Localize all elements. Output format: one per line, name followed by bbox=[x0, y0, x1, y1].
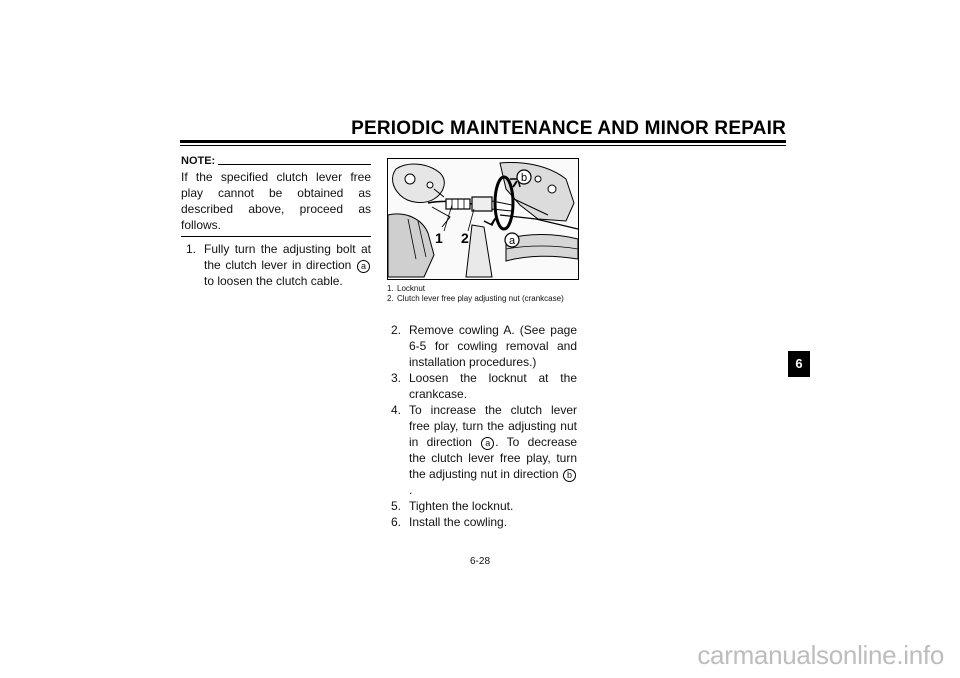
caption-number: 1. bbox=[387, 284, 394, 293]
direction-a-marker: a bbox=[357, 260, 370, 273]
note-text: If the specified clutch lever free play cannot be obtained as described above, proceed as follows. bbox=[181, 170, 371, 232]
chapter-tab: 6 bbox=[788, 351, 810, 377]
step-text: Fully turn the adjusting bolt at the clutch lever in direction bbox=[204, 242, 371, 272]
header-rule bbox=[180, 140, 786, 143]
figure-label-2: 2 bbox=[461, 230, 469, 246]
header-rule-thin bbox=[180, 145, 786, 146]
note-label: NOTE: bbox=[181, 155, 216, 167]
step-number: 5. bbox=[391, 499, 402, 513]
step-text: Remove cowling A. (See page 6-5 for cowling removal and installation procedures.) bbox=[409, 323, 577, 369]
left-column bbox=[181, 155, 371, 289]
caption-text: Clutch lever free play adjusting nut (crankcase) bbox=[397, 294, 564, 303]
step-4 bbox=[386, 402, 577, 498]
step-number: 2. bbox=[391, 323, 402, 337]
caption-item bbox=[387, 294, 587, 304]
figure-label-1: 1 bbox=[435, 230, 443, 246]
figure-captions bbox=[387, 284, 587, 304]
clutch-adjuster-illustration bbox=[387, 158, 579, 280]
page-number: 6-28 bbox=[469, 556, 490, 567]
figure-direction-a: a bbox=[508, 235, 516, 247]
step-number: 1. bbox=[186, 242, 197, 256]
watermark: carmanualsonline.info bbox=[697, 640, 944, 670]
step-1 bbox=[181, 241, 371, 289]
step-text-end: . bbox=[409, 483, 413, 497]
step-text: Tighten the locknut. bbox=[409, 499, 514, 513]
step-number: 6. bbox=[391, 515, 402, 529]
step-text: Loosen the locknut at the crankcase. bbox=[409, 371, 577, 401]
caption-text: Locknut bbox=[397, 284, 426, 293]
right-column bbox=[386, 322, 577, 530]
step-3 bbox=[386, 370, 577, 402]
step-number: 4. bbox=[391, 403, 402, 417]
note-heading bbox=[181, 155, 371, 167]
figure-direction-b: b bbox=[520, 172, 528, 184]
step-text: To increase the clutch lever free play, turn the adjusting nut in direction bbox=[409, 403, 577, 449]
caption-item bbox=[387, 284, 587, 294]
direction-b-marker: b bbox=[563, 469, 576, 482]
note-rule bbox=[218, 164, 371, 165]
note-end-rule bbox=[181, 236, 371, 237]
step-number: 3. bbox=[391, 371, 402, 385]
caption-number: 2. bbox=[387, 294, 394, 303]
engine-drawing bbox=[388, 159, 578, 279]
step-5 bbox=[386, 498, 577, 514]
page-title: PERIODIC MAINTENANCE AND MINOR REPAIR bbox=[351, 118, 786, 139]
step-text-cont: . To decrease the clutch lever free play, turn the adjusting nut in direction bbox=[409, 435, 578, 481]
step-6 bbox=[386, 514, 577, 530]
step-text: Install the cowling. bbox=[409, 515, 508, 529]
step-2 bbox=[386, 322, 577, 370]
direction-a-marker: a bbox=[481, 437, 494, 450]
step-text-cont: to loosen the clutch cable. bbox=[204, 274, 343, 288]
